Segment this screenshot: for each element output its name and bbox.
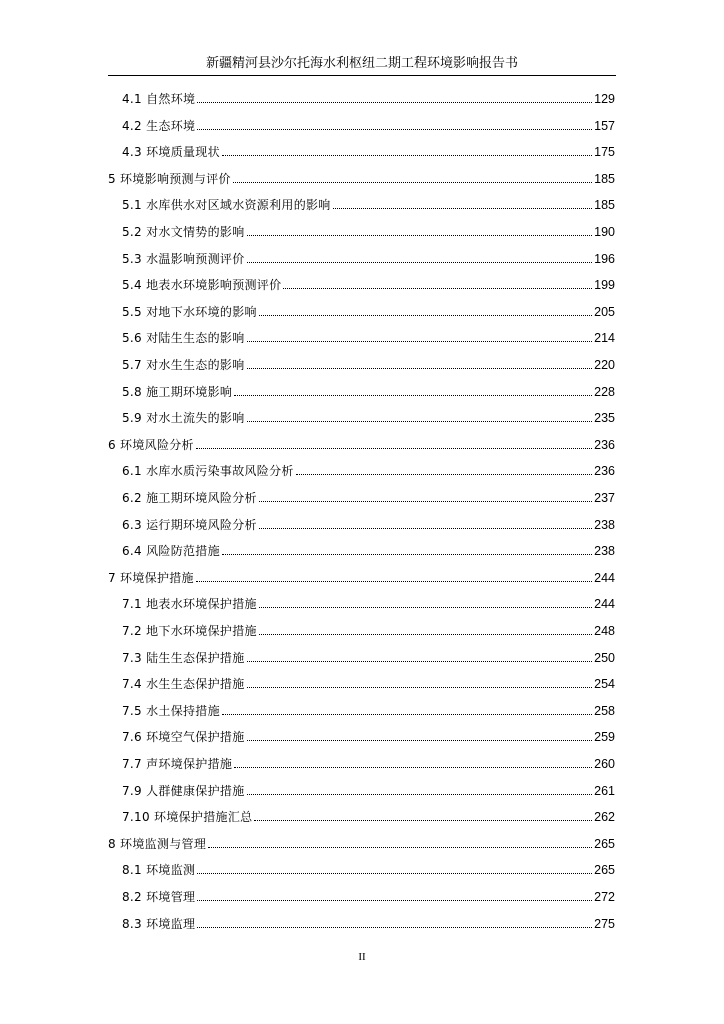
- toc-section-entry[interactable]: [122, 591, 615, 611]
- toc-section-entry[interactable]: [122, 485, 615, 505]
- toc-entry-page: 220: [594, 358, 615, 372]
- toc-section-entry[interactable]: [122, 139, 615, 159]
- toc-entry-label: 5.3 水温影响预测评价: [122, 251, 245, 266]
- toc-entry-label: 7.1 地表水环境保护措施: [122, 597, 257, 612]
- toc-entry-label: 7.3 陆生生态保护措施: [122, 650, 245, 665]
- toc-chapter-entry[interactable]: [108, 831, 615, 851]
- toc-entry-label: 5 环境影响预测与评价: [108, 171, 231, 186]
- toc-entry-label: 8.3 环境监理: [122, 916, 196, 931]
- toc-entry-label: 5.5 对地下水环境的影响: [122, 304, 257, 319]
- toc-entry-page: 129: [594, 92, 615, 106]
- toc-entry-page: 205: [594, 304, 615, 319]
- toc-entry-label: 7.6 环境空气保护措施: [122, 730, 245, 745]
- toc-dot-leader: [283, 288, 592, 289]
- toc-entry-page: 236: [594, 437, 615, 452]
- page-header-title: 新疆精河县沙尔托海水利枢纽二期工程环境影响报告书: [205, 56, 518, 71]
- toc-section-entry[interactable]: [122, 804, 615, 824]
- toc-entry-page: 238: [594, 517, 615, 532]
- toc-entry-page: 275: [594, 916, 615, 931]
- toc-dot-leader: [296, 474, 592, 475]
- toc-entry-page: 250: [594, 650, 615, 665]
- toc-dot-leader: [247, 368, 593, 369]
- toc-entry-label: 4.1 自然环境: [122, 92, 196, 106]
- toc-entry-label: 6.3 运行期环境风险分析: [122, 517, 257, 532]
- toc-dot-leader: [197, 927, 592, 928]
- toc-entry-label: 7.4 水生生态保护措施: [122, 677, 245, 692]
- toc-entry-page: 214: [594, 331, 615, 346]
- toc-dot-leader: [222, 554, 592, 555]
- toc-entry-page: 196: [594, 251, 615, 266]
- toc-chapter-entry[interactable]: [108, 565, 615, 585]
- toc-section-entry[interactable]: [122, 458, 615, 478]
- toc-dot-leader: [197, 900, 592, 901]
- toc-dot-leader: [247, 687, 593, 688]
- toc-entry-page: 244: [594, 570, 615, 585]
- toc-dot-leader: [259, 528, 592, 529]
- toc-entry-page: 238: [594, 544, 615, 559]
- toc-entry-label: 4.3 环境质量现状: [122, 145, 220, 160]
- toc-dot-leader: [247, 341, 593, 342]
- toc-dot-leader: [222, 155, 592, 156]
- toc-entry-page: 235: [594, 411, 615, 426]
- toc-entry-page: 185: [594, 171, 615, 186]
- toc-dot-leader: [259, 634, 592, 635]
- toc-dot-leader: [254, 820, 592, 821]
- toc-entry-page: 254: [594, 677, 615, 692]
- toc-entry-page: 261: [594, 783, 615, 798]
- toc-entry-page: 258: [594, 703, 615, 718]
- toc-section-entry[interactable]: [122, 379, 615, 399]
- toc-section-entry[interactable]: [122, 352, 615, 372]
- toc-dot-leader: [247, 421, 593, 422]
- toc-section-entry[interactable]: [122, 857, 615, 877]
- toc-dot-leader: [234, 767, 592, 768]
- toc-dot-leader: [259, 501, 592, 502]
- toc-dot-leader: [197, 102, 592, 103]
- toc-entry-label: 7.5 水土保持措施: [122, 703, 220, 718]
- toc-entry-label: 5.9 对水土流失的影响: [122, 411, 245, 426]
- toc-dot-leader: [196, 581, 592, 582]
- toc-section-entry[interactable]: [122, 86, 615, 106]
- toc-entry-label: 7 环境保护措施: [108, 570, 194, 585]
- toc-section-entry[interactable]: [122, 512, 615, 532]
- toc-entry-label: 5.7 对水生生态的影响: [122, 358, 245, 372]
- toc-entry-label: 7.10 环境保护措施汇总: [122, 810, 253, 825]
- toc-entry-label: 5.1 水库供水对区域水资源利用的影响: [122, 198, 331, 213]
- toc-dot-leader: [208, 847, 592, 848]
- toc-section-entry[interactable]: [122, 192, 615, 212]
- toc-section-entry[interactable]: [122, 884, 615, 904]
- toc-dot-leader: [247, 661, 593, 662]
- toc-chapter-entry[interactable]: [108, 432, 615, 452]
- toc-entry-page: 262: [594, 810, 615, 825]
- toc-section-entry[interactable]: [122, 645, 615, 665]
- toc-section-entry[interactable]: [122, 299, 615, 319]
- toc-dot-leader: [233, 182, 592, 183]
- toc-entry-page: 190: [594, 225, 615, 239]
- toc-entry-page: 272: [594, 890, 615, 904]
- toc-dot-leader: [259, 315, 592, 316]
- toc-section-entry[interactable]: [122, 911, 615, 931]
- toc-entry-page: 260: [594, 757, 615, 771]
- toc-dot-leader: [234, 395, 592, 396]
- toc-entry-label: 4.2 生态环境: [122, 118, 196, 133]
- toc-entry-page: 248: [594, 624, 615, 638]
- toc-section-entry[interactable]: [122, 751, 615, 771]
- toc-dot-leader: [197, 129, 592, 130]
- toc-entry-label: 7.2 地下水环境保护措施: [122, 624, 257, 638]
- toc-chapter-entry[interactable]: [108, 166, 615, 186]
- header-rule: [108, 75, 616, 76]
- toc-section-entry[interactable]: [122, 325, 615, 345]
- toc-dot-leader: [247, 740, 593, 741]
- toc-section-entry[interactable]: [122, 724, 615, 744]
- toc-entry-label: 5.8 施工期环境影响: [122, 384, 233, 399]
- toc-entry-page: 265: [594, 863, 615, 878]
- toc-entry-label: 8 环境监测与管理: [108, 836, 207, 851]
- toc-entry-label: 8.1 环境监测: [122, 863, 196, 878]
- toc-entry-page: 237: [594, 491, 615, 505]
- toc-dot-leader: [247, 262, 593, 263]
- toc-section-entry[interactable]: [122, 405, 615, 425]
- toc-section-entry[interactable]: [122, 778, 615, 798]
- toc-dot-leader: [196, 448, 592, 449]
- toc-dot-leader: [247, 794, 593, 795]
- toc-entry-label: 6.1 水库水质污染事故风险分析: [122, 464, 294, 479]
- toc-entry-page: 199: [594, 278, 615, 293]
- toc-section-entry[interactable]: [122, 272, 615, 292]
- toc-entry-page: 157: [594, 118, 615, 133]
- toc-entry-page: 259: [594, 730, 615, 745]
- toc-entry-label: 5.6 对陆生生态的影响: [122, 331, 245, 346]
- toc-entry-label: 5.2 对水文情势的影响: [122, 225, 245, 239]
- page-number: II: [358, 951, 366, 963]
- toc-section-entry[interactable]: [122, 113, 615, 133]
- toc-entry-page: 236: [594, 464, 615, 479]
- toc-entry-label: 7.9 人群健康保护措施: [122, 783, 245, 798]
- toc-entry-label: 7.7 声环境保护措施: [122, 757, 233, 771]
- toc-section-entry[interactable]: [122, 246, 615, 266]
- toc-section-entry[interactable]: [122, 538, 615, 558]
- toc-dot-leader: [333, 208, 593, 209]
- toc-dot-leader: [197, 873, 592, 874]
- toc-section-entry[interactable]: [122, 219, 615, 239]
- toc-entry-page: 228: [594, 384, 615, 399]
- toc-entry-label: 6.2 施工期环境风险分析: [122, 491, 257, 505]
- toc-entry-label: 6.4 风险防范措施: [122, 544, 220, 559]
- toc-entry-page: 175: [594, 145, 615, 160]
- toc-entry-page: 244: [594, 597, 615, 612]
- toc-dot-leader: [259, 607, 592, 608]
- toc-section-entry[interactable]: [122, 618, 615, 638]
- toc-entry-label: 6 环境风险分析: [108, 437, 194, 452]
- toc-entry-page: 265: [594, 836, 615, 851]
- toc-entry-label: 8.2 环境管理: [122, 890, 196, 904]
- toc-section-entry[interactable]: [122, 671, 615, 691]
- toc-entry-label: 5.4 地表水环境影响预测评价: [122, 278, 282, 293]
- toc-section-entry[interactable]: [122, 698, 615, 718]
- toc-dot-leader: [222, 714, 592, 715]
- toc-dot-leader: [247, 235, 593, 236]
- toc-entry-page: 185: [594, 198, 615, 213]
